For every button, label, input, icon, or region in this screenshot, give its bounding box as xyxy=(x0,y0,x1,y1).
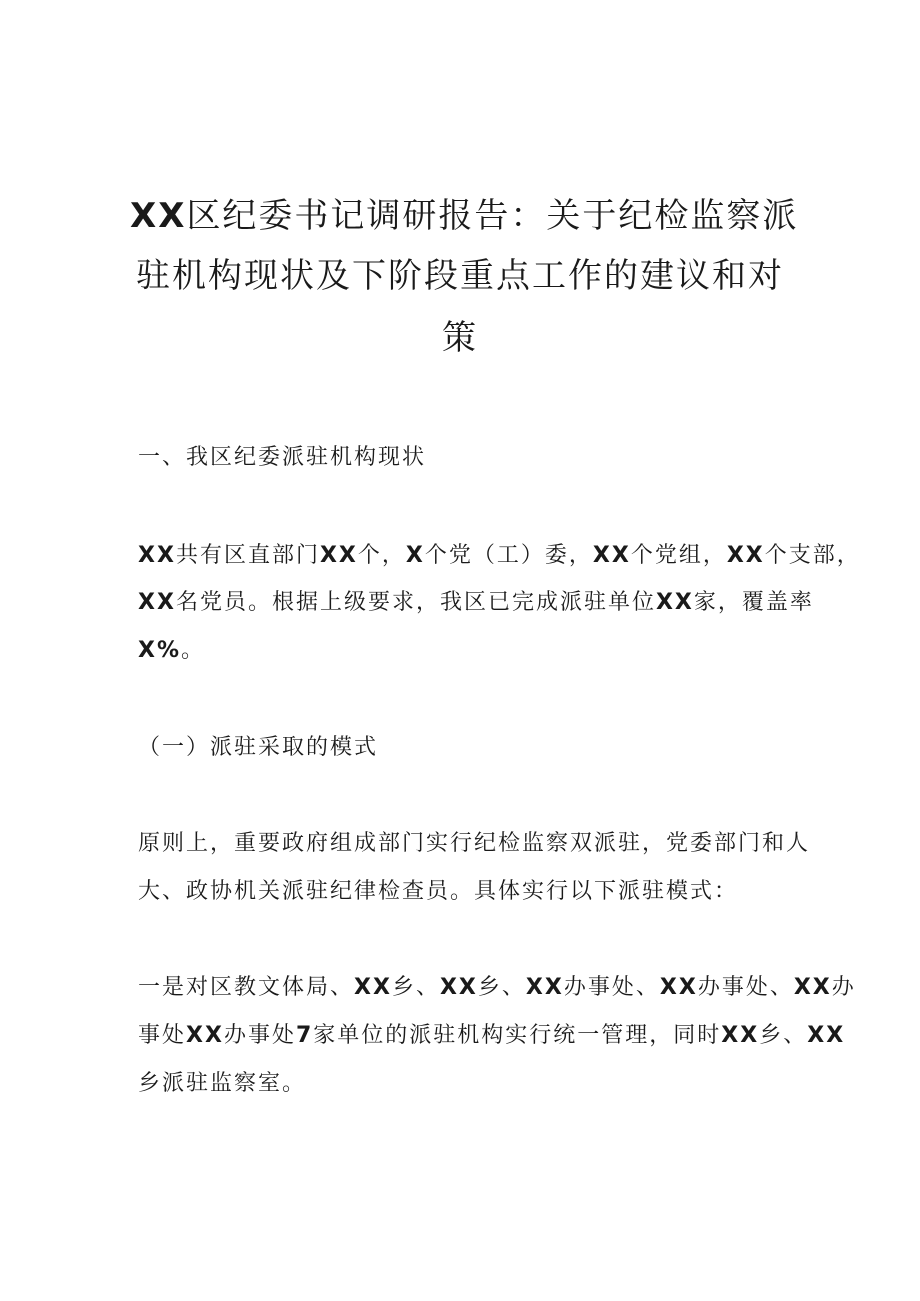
subsection-heading: （一）派驻采取的模式 xyxy=(138,735,379,760)
document-title-line-2: 驻机构现状及下阶段重点工作的建议和对 xyxy=(136,256,784,296)
section-heading: 一、我区纪委派驻机构现状 xyxy=(138,445,427,470)
paragraph-3-line-2: 事处XX办事处7家单位的派驻机构实行统一管理，同时XX乡、XX xyxy=(138,1023,846,1048)
document-title-line-1: XX区纪委书记调研报告：关于纪检监察派 xyxy=(130,196,799,236)
paragraph-1-line-3: X%。 xyxy=(138,638,206,663)
paragraph-3-line-1: 一是对区教文体局、XX乡、XX乡、XX办事处、XX办事处、XX办 xyxy=(138,975,856,1000)
paragraph-2-line-2: 大、政协机关派驻纪律检查员。具体实行以下派驻模式： xyxy=(138,879,739,904)
paragraph-2-line-1: 原则上，重要政府组成部门实行纪检监察双派驻，党委部门和人 xyxy=(138,831,811,856)
paragraph-3-line-3: 乡派驻监察室。 xyxy=(138,1071,307,1096)
paragraph-1-line-2: XX名党员。根据上级要求，我区已完成派驻单位XX家，覆盖率 xyxy=(138,590,814,615)
paragraph-1-line-1: XX共有区直部门XX个，X个党（工）委，XX个党组，XX个支部， xyxy=(138,543,861,568)
document-title-line-3: 策 xyxy=(442,318,478,358)
